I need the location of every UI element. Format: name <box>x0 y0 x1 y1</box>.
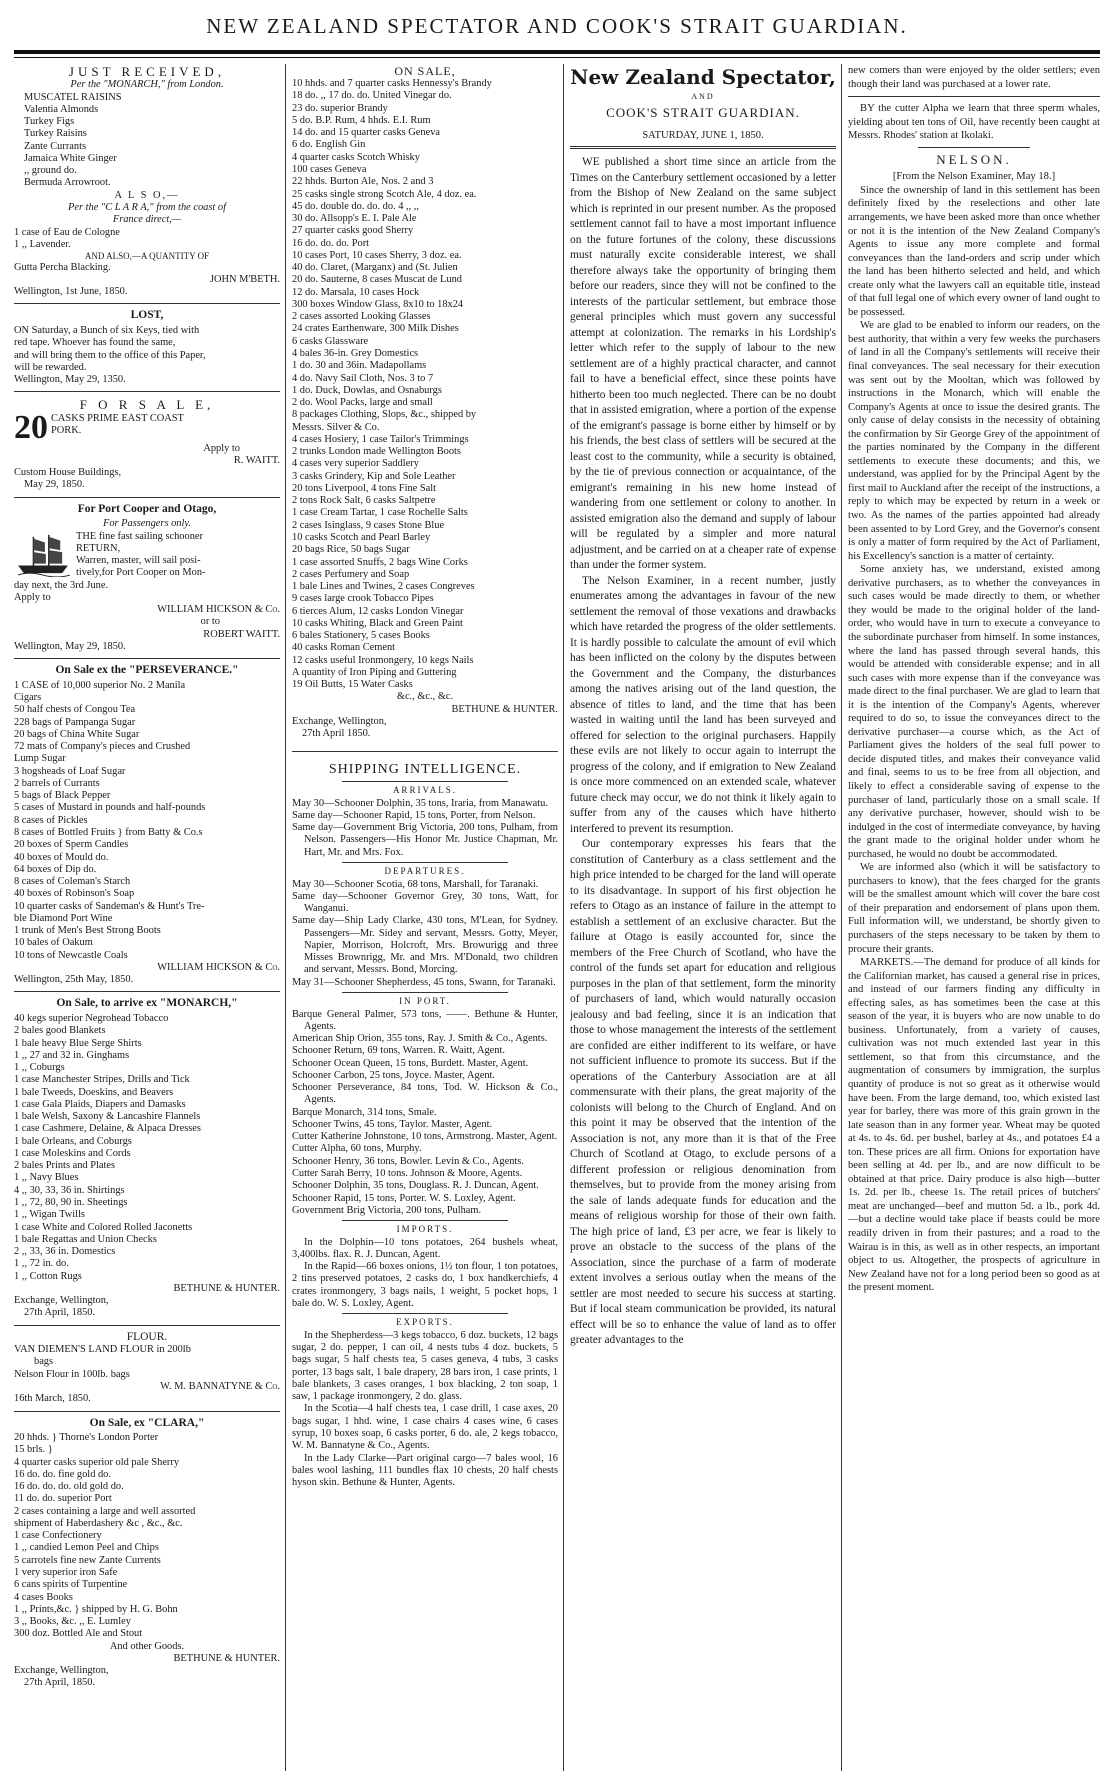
news-body <box>848 184 1100 1295</box>
ad-signature: WILLIAM HICKSON & Co. <box>157 961 280 973</box>
list-item: 10 casks Scotch and Pearl Barley <box>292 531 431 543</box>
list-item: 4 ,, 30, 33, 36 in. Shirtings <box>14 1184 125 1196</box>
list-item: 15 brls. } <box>14 1444 53 1456</box>
editorial-masthead-subtitle: COOK'S STRAIT GUARDIAN. <box>606 105 800 121</box>
ad-on-sale <box>292 64 558 741</box>
list-item: 22 hhds. Burton Ale, Nos. 2 and 3 <box>292 176 434 188</box>
list-item: 64 boxes of Dip do. <box>14 863 97 875</box>
ad-item-list <box>14 1432 280 1641</box>
shipping-entry: Government Brig Victoria, 200 tons, Pulham. <box>292 1204 482 1216</box>
list-item: 2 trunks London made Wellington Boots <box>292 446 461 458</box>
rule <box>342 1220 508 1221</box>
ad-text: bags <box>34 1356 54 1368</box>
list-item: 16 do. do. do. old gold do. <box>14 1481 124 1493</box>
list-item: 2 cases Perfumery and Soap <box>292 568 410 580</box>
list-item: 20 tons Liverpool, 4 tons Fine Salt <box>292 482 437 494</box>
list-item: 2 bales good Blankets <box>14 1025 106 1037</box>
ad-text: or to <box>200 616 220 628</box>
editorial-paragraph: WE published a short time since an article from the Times on the Canterbury settlement occasioned by a letter from the Bishop of New Zealand on the same subject which is reprinted in our present number. As the proposed settlement cannot fail to have a most important influence on the future fortunes of the colony, these discussions must naturally excite considerable interest, we shall therefore always take the opportunity of bringing them before our readers, since they will not be confined to the interests of the particular settlement, but embrace those general principles which must govern any successful attempt at colonization. The remarks in his Lordship's letter which refer to the supply of labour to the new settlement are of a highly practical character, and cannot fail to have a beneficial effect, since these points have hitherto been too much neglected. There can be no doubt that in assisted emigration, where a portion of the expense of the emigrant's passage is borne either by himself or by his friends, the best class of settlers will be secured at the least cost to the community, while a security is obtained, by the tie of previous connection or acquaintance, of the emigrant's remaining in his new home instead of wandering from one settlement or colony to another. In assisted emigration also the demand and supply of labour will be regulated by a simpler and more natural adjustment, and be carried on at a cheaper rate of expense than under the former system. <box>570 156 836 571</box>
shipping-entry: May 30—Schooner Dolphin, 35 tons, Iraria, from Manawatu. <box>292 797 548 809</box>
list-item: 1 bale Welsh, Saxony & Lancashire Flannels <box>14 1111 201 1123</box>
list-item: 2 cases Isinglass, 9 cases Stone Blue <box>292 519 445 531</box>
list-item: 300 boxes Window Glass, 8x10 to 18x24 <box>292 298 464 310</box>
shipping-entry: Schooner Twins, 45 tons, Taylor. Master, Agent. <box>292 1118 493 1130</box>
subsection-title: DEPARTURES. <box>384 865 466 876</box>
shipping-entry: May 30—Schooner Scotia, 68 tons, Marshall, for Taranaki. <box>292 878 539 890</box>
rule <box>848 96 1100 97</box>
list-item: 25 casks single strong Scotch Ale, 4 doz. ea. <box>292 188 477 200</box>
column-divider <box>841 64 842 1771</box>
list-item: 1 ,, candied Lemon Peel and Chips <box>14 1542 159 1554</box>
ad-separator <box>14 991 280 992</box>
column-advertisements-1 <box>14 64 280 1771</box>
shipping-entry: Schooner Carbon, 25 tons, Joyce. Master, Agent. <box>292 1069 496 1081</box>
list-item: 10 cases Port, 10 cases Sherry, 3 doz. ea. <box>292 249 462 261</box>
news-paragraph: BY the cutter Alpha we learn that three sperm whales, yielding about ten tons of Oil, have recently been caught at Messrs. Rhodes' station at Ikolaki. <box>848 103 1100 142</box>
list-item: 24 crates Earthenware, 300 Milk Dishes <box>292 323 459 335</box>
news-paragraph: MARKETS.—The demand for produce of all kinds for the Californian market, has caused a general rise in prices, and instead of our farmers finding any difficulty in effecting sales, as has sometimes been the case at this season of the year, it is buyers who are now unable to do business. Unfortunately, from a variety of causes, cultivation was not much extended last year in this settlement, so that from this circumstance, and the augmentation of consumers by immigration, the surplus quantity of produce is not so great as it otherwise would have been. From the large demand, too, which existed last year for barley, there was more of this grain grown in the late season than in any former year. Wheat may be quoted at 4s. to 4s. 6d. per bushel, barley at 4s., and potatoes £4 a ton. These prices are all firm. Onions for exportation have been selling at 4d. per lb., and are now difficult to be obtained at that price. Dairy produce is also high—butter 1s. 2d. per lb., cheese 1s. The retail prices of butchers' meat are unchanged—beef and mutton 5d. a lb., pork 4d.—but a decline would take place if beasts could be more readily driven in from their pastures; and a road to the Wairau is in this, as well as in other respects, an important object to us. Altogether, the prospects of agriculture in New Zealand have not for a long period been so good as at the present moment. <box>848 957 1100 1294</box>
list-item: 1 bale Orleans, and Coburgs <box>14 1135 132 1147</box>
list-item: 40 kegs superior Negrohead Tobacco <box>14 1012 169 1024</box>
list-item: 1 CASE of 10,000 superior No. 2 Manila <box>14 679 186 691</box>
list-item: 1 ,, Wigan Twills <box>14 1209 85 1221</box>
departures-list <box>292 879 558 989</box>
list-item: 1 bale Tweeds, Doeskins, and Beavers <box>14 1086 174 1098</box>
list-item: 72 mats of Company's pieces and Crushed <box>14 741 191 753</box>
ad-date: Wellington, 1st June, 1850. <box>14 286 128 298</box>
shipping-entry: Schooner Return, 69 tons, Warren. R. Waitt, Agent. <box>292 1045 505 1057</box>
list-item: MUSCATEL RAISINS <box>24 91 122 103</box>
ad-date: 27th April 1850. <box>302 728 371 740</box>
list-item: 16 do. do. do. Port <box>292 237 370 249</box>
shipping-entry: Same day—Ship Lady Clarke, 430 tons, M'Lean, for Sydney. Passengers—Mr. Sidey and servant, Messrs. Gotty, Meyer, Napier, Morrison, Holcroft, Mrs. Browurigg and three Misses Brownrigg, Mr. and Mrs. M'Donald, two children and servant, Messrs. Bond, Morcing. <box>292 915 558 976</box>
list-item: 4 quarter casks superior old pale Sherry <box>14 1456 180 1468</box>
list-item: 1 do. Duck, Dowlas, and Osnaburgs <box>292 384 442 396</box>
list-item: 40 boxes of Mould do. <box>14 851 109 863</box>
ad-title: ON SALE, <box>394 64 456 78</box>
column-advertisements-2 <box>292 64 558 1771</box>
list-item: 1 case Cashmere, Delaine, & Alpaca Dresses <box>14 1123 201 1135</box>
list-item: 2 barrels of Currants <box>14 777 100 789</box>
ad-separator <box>14 303 280 304</box>
list-item: Valentia Almonds <box>24 103 99 115</box>
in-port-list <box>292 1009 558 1218</box>
ad-title: JUST RECEIVED, <box>68 64 226 79</box>
news-paragraph: Some anxiety has, we understand, existed among derivative purchasers, as to whether the conveyances in such cases would be made directly to them, or whether they would be made to the original holder of the land-order, who would have in turn to execute a conveyance to the subordinate purchaser from himself. In some instances, where the land has passed through several hands, this would be attended with considerable expense; and in all such cases with more expense than if the conveyance was made direct to the final purchaser. We are glad to learn that it is the intention of the Company's Agents, wherever required to do so, to issue the conveyances direct to the derivative purchaser—a course which, as the Act of Parliament gives the holders of the seal full power to decide disputed titles, and makes their conveyance valid and final, seems to us to be free from all objection, and likely to effect a considerable saving of expense to the purchaser of land, particularly those on a small scale. If any derivative purchaser, however, should wish to be indulged in the cost of intermediate conveyance, by having the grant made to the original holder under whom he purchased, he would no doubt be accommodated. <box>848 564 1100 860</box>
shipping-entry: Cutter Katherine Johnstone, 10 tons, Armstrong. Master, Agent. <box>292 1131 558 1143</box>
ad-title: F O R S A L E, <box>79 397 215 413</box>
ad-text: Exchange, Wellington, <box>292 715 387 727</box>
ad-signature: BETHUNE & HUNTER. <box>173 1652 280 1664</box>
ad-text: VAN DIEMEN'S LAND FLOUR in 200lb <box>14 1344 191 1356</box>
list-item: 23 do. superior Brandy <box>292 102 388 114</box>
list-item: 300 doz. Bottled Ale and Stout <box>14 1628 143 1640</box>
ad-date: Wellington, May 29, 1350. <box>14 374 126 386</box>
cargo-entry: In the Lady Clarke—Part original cargo—7 bales wool, 16 bales wool lashing, 111 bundles flax 10 chests, 20 half chests hyson skin. Bethune & Hunter, Agents. <box>292 1452 558 1489</box>
list-item: 2 tons Rock Salt, 6 casks Saltpetre <box>292 495 436 507</box>
ad-clara <box>14 1417 280 1690</box>
list-item: 5 cases of Mustard in pounds and half-pounds <box>14 802 206 814</box>
list-item: 5 carrotels fine new Zante Currents <box>14 1554 161 1566</box>
ad-text: Nelson Flour in 100lb. bags <box>14 1368 130 1380</box>
exports-list <box>292 1330 558 1489</box>
list-item: 4 cases Books <box>14 1591 73 1603</box>
list-item: 4 quarter casks Scotch Whisky <box>292 151 420 163</box>
list-item: 10 tons of Newcastle Coals <box>14 949 128 961</box>
shipping-intelligence <box>292 762 558 1490</box>
list-item: Turkey Raisins <box>24 128 87 140</box>
list-item: Bermuda Arrowroot. <box>24 177 111 189</box>
list-item: 3 casks Grindery, Kip and Sole Leather <box>292 470 456 482</box>
section-separator <box>292 751 558 752</box>
column-divider <box>563 64 564 1771</box>
list-item: 1 case Manchester Stripes, Drills and Tick <box>14 1074 190 1086</box>
ad-date: 27th April, 1850. <box>24 1307 96 1319</box>
ad-item-list <box>14 680 280 962</box>
ad-text: CASKS PRIME EAST COAST <box>51 412 184 424</box>
list-item: 10 hhds. and 7 quarter casks Hennessy's Brandy <box>292 78 492 90</box>
source-line: [From the Nelson Examiner, May 18.] <box>892 171 1056 183</box>
ad-date: Wellington, May 29, 1850. <box>14 640 126 652</box>
ad-signature: ROBERT WAITT. <box>203 628 280 640</box>
list-item: 10 casks Whiting, Black and Green Paint <box>292 617 463 629</box>
cargo-entry: In the Scotia—4 half chests tea, 1 case drill, 1 case axes, 20 bags sugar, 1 hhd. wine, 1 case chairs 4 cases wine, 6 cases syrup, 10 boxes soap, 6 casks porter, 6 do. ale, 2 kegs tobacco, W. M. Bannatyne & Co., Agents. <box>292 1403 558 1452</box>
news-paragraph: new comers than were enjoyed by the older settlers; even though their land was purchased at a lower rate. <box>848 65 1100 90</box>
ad-date: 27th April, 1850. <box>24 1677 96 1689</box>
list-item: 14 do. and 15 quarter casks Geneva <box>292 127 441 139</box>
list-item: 8 cases of Pickles <box>14 814 88 826</box>
ad-line: will be rewarded. <box>14 361 87 373</box>
list-item: ,, ground do. <box>24 165 77 177</box>
ad-text: Custom House Buildings, <box>14 467 122 479</box>
section-title: SHIPPING INTELLIGENCE. <box>328 761 522 777</box>
shipping-entry: Same day—Government Brig Victoria, 200 tons, Pulham, from Nelson. Passengers—His Honor Mr. Justice Chapman, Mr. Hart, Mr. and Mrs. Fox. <box>292 822 558 858</box>
list-item: 6 bales Stationery, 5 cases Books <box>292 630 430 642</box>
rule <box>918 147 1030 148</box>
ad-text: A L S O,— <box>114 189 180 201</box>
list-item: Jamaica White Ginger <box>24 152 117 164</box>
cargo-entry: In the Dolphin—10 tons potatoes, 264 bushels wheat, 3,400lbs. flax. R. J. Duncan, Agent. <box>292 1236 558 1260</box>
list-item: 19 Oil Butts, 15 Water Casks <box>292 679 413 691</box>
ad-signature: BETHUNE & HUNTER. <box>173 1282 280 1294</box>
ad-line: Apply to <box>14 591 51 603</box>
ad-text: Apply to <box>203 442 240 454</box>
list-item: 6 do. English Gin <box>292 139 366 151</box>
ad-port-cooper <box>14 503 280 653</box>
shipping-entry: Barque General Palmer, 573 tons, ——. Bethune & Hunter, Agents. <box>292 1008 558 1032</box>
list-item: 1 case of Eau de Cologne <box>14 226 120 238</box>
ad-signature: WILLIAM HICKSON & Co. <box>157 604 280 616</box>
list-item: 20 bags of China White Sugar <box>14 728 140 740</box>
list-item: 11 do. do. superior Port <box>14 1493 112 1505</box>
list-item: 20 do. Sauterne, 8 cases Muscat de Lund <box>292 274 462 286</box>
list-item: 20 bags Rice, 50 bags Sugar <box>292 544 410 556</box>
ad-signature: R. WAITT. <box>233 454 280 466</box>
ad-signature: BETHUNE & HUNTER. <box>451 703 558 715</box>
ad-separator <box>14 1411 280 1412</box>
list-item: 1 bale Lines and Twines, 2 cases Congreves <box>292 581 475 593</box>
list-item: 1 ,, Cotton Rugs <box>14 1270 82 1282</box>
list-item: shipment of Haberdashery &c , &c., &c. <box>14 1517 183 1529</box>
list-item: 1 ,, 27 and 32 in. Ginghams <box>14 1049 130 1061</box>
shipping-entry: American Ship Orion, 355 tons, Ray. J. Smith & Co., Agents. <box>292 1033 548 1045</box>
ad-title: LOST, <box>130 309 164 322</box>
shipping-entry: Schooner Perseverance, 84 tons, Tod. W. Hickson & Co., Agents. <box>292 1082 558 1106</box>
shipping-entry: May 31—Schooner Shepherdess, 45 tons, Swann, for Taranaki. <box>292 976 556 988</box>
list-item: 4 cases very superior Saddlery <box>292 458 419 470</box>
cargo-entry: In the Rapid—66 boxes onions, 1½ ton flour, 1 ton potatoes, 2 tins preserved potatoes, 2 casks do, 1 box handkerchiefs, 4 crates ironmongery, 3 bags nails, 1 weight, 5 pocket hops, 1 bale do. W. S. Loxley, Agent. <box>292 1261 558 1310</box>
ad-title: FLOUR. <box>126 1330 168 1343</box>
shipping-entry: Schooner Ocean Queen, 15 tons, Burdett. Master, Agent. <box>292 1057 529 1069</box>
list-item: 30 do. Allsopp's E. I. Pale Ale <box>292 213 417 225</box>
column-news <box>848 64 1100 1771</box>
ad-separator <box>14 658 280 659</box>
ad-text: Exchange, Wellington, <box>14 1295 109 1307</box>
editorial-masthead: New Zealand Spectator, <box>570 65 836 89</box>
ad-text: AND ALSO,—A QUANTITY OF <box>84 251 210 262</box>
masthead-title: NEW ZEALAND SPECTATOR AND COOK'S STRAIT GUARDIAN. <box>206 14 908 38</box>
ad-signature: JOHN M'BETH. <box>210 273 280 285</box>
list-item: Turkey Figs <box>24 116 75 128</box>
list-item: 1 ,, Coburgs <box>14 1062 65 1074</box>
column-editorial <box>570 64 836 1771</box>
ad-date: 16th March, 1850. <box>14 1393 91 1405</box>
editorial-paragraph: The Nelson Examiner, in a recent number, justly enumerates among the advantages in favour of the new settlement the removal of those vexations and drawbacks which have retarded the progress of the older settlements. It is hardly possible to calculate the amount of evil which has been inflicted on the colony by the disputes between the Government and the Company, the disturbances among the natives arising out of the land question, the absence of titles to land, and the time that has been wasted in waiting until the land has been surveyed and offered for selection to the original purchasers. Happily these evils are not likely to occur again to interrupt the progress of the colony, and if emigration to New Zealand is once more commenced on an extended scale, whatever future check may occur, we do not think it likely again to suffer from any of the causes which have hitherto interfered to prevent its resumption. <box>570 574 836 835</box>
ad-line: Warren, master, will sail posi- <box>76 555 201 567</box>
list-item: A quantity of Iron Piping and Guttering <box>292 666 457 678</box>
masthead-rule-thin <box>14 57 1100 58</box>
cargo-entry: In the Shepherdess—3 kegs tobacco, 6 doz. buckets, 12 bags sugar, 2 do. pepper, 1 can oil, 4 nests tubs 4 doz. buckets, 5 bags sugar, 5 half chests tea, 5 cases geneva, 4 tubs, 3 casks porter, 13 bags salt, 1 bale drapery, 28 bars iron, 1 case prints, 1 bale blankets, 3 cases oranges, 1 box blacking, 2 ton soap, 1 saw, 1 package ironmongery, 2 do. glass. <box>292 1329 558 1403</box>
list-item: 10 quarter casks of Sandeman's & Hunt's Tre- <box>14 900 205 912</box>
list-item: 1 case Moleskins and Cords <box>14 1147 131 1159</box>
rule <box>570 146 836 149</box>
list-item: 12 casks useful Ironmongery, 10 kegs Nails <box>292 654 474 666</box>
list-item: 6 cans spirits of Turpentine <box>14 1579 128 1591</box>
ad-line: day next, the 3rd June. <box>14 579 109 591</box>
list-item: 1 trunk of Men's Best Strong Boots <box>14 925 161 937</box>
ad-line: tively,for Port Cooper on Mon- <box>76 567 206 579</box>
news-paragraph: We are glad to be enabled to inform our readers, on the best authority, that within a very few weeks the purchasers of land in all the Company's settlements will receive their final conveyances. The seal necessary for their execution was sent out by the Mooltan, which was followed by instructions in the Monarch, which will enable the Company's Agents at once to issue the desired grants. The only cause of delay consists in the necessity of obtaining the confirmation by Sir George Grey of the appointment of the parties nominated by the Company in the different settlements to execute these documents; and this, we understand, was applied for by the Principal Agent by the first mail to Auckland after the receipt of the instructions, a reply to which may be expected by return in a week or two. As the names of the parties appointed had already been assented to by Lord Grey, and the Governor's consent is only a matter of form required by the Act of Parliament, his Excellency's sanction is a matter of certainty. <box>848 320 1100 562</box>
ad-separator <box>14 497 280 498</box>
list-item: 16 do. do. fine gold do. <box>14 1468 111 1480</box>
list-item: 8 cases of Coleman's Starch <box>14 876 131 888</box>
subsection-title: IMPORTS. <box>396 1224 454 1235</box>
list-item: 1 ,, Navy Blues <box>14 1172 79 1184</box>
ad-separator <box>14 391 280 392</box>
list-item: 9 cases large crook Tobacco Pipes <box>292 593 434 605</box>
subsection-title: IN PORT. <box>399 995 451 1006</box>
list-item: 4 cases Hosiery, 1 case Tailor's Trimmings <box>292 433 469 445</box>
shipping-entry: Barque Monarch, 314 tons, Smale. <box>292 1106 437 1118</box>
rule <box>342 862 508 863</box>
ad-just-received <box>14 64 280 298</box>
list-item: 12 do. Marsala, 10 cases Hock <box>292 286 420 298</box>
list-item: 2 do. Wool Packs, large and small <box>292 397 433 409</box>
list-item: 1 ,, 72, 80, 90 in. Sheetings <box>14 1196 128 1208</box>
list-item: 1 do. 30 and 36in. Madapollams <box>292 360 427 372</box>
editorial-masthead-and: AND <box>691 92 715 102</box>
list-item: 100 cases Geneva <box>292 164 367 176</box>
ad-line: and will bring them to the office of this Paper, <box>14 349 206 361</box>
shipping-entry: Schooner Rapid, 15 tons, Porter. W. S. Loxley, Agent. <box>292 1192 516 1204</box>
list-item: 2 cases containing a large and well assorted <box>14 1505 196 1517</box>
list-item: 5 bags of Black Pepper <box>14 790 111 802</box>
ad-perseverance <box>14 664 280 986</box>
editorial-date: SATURDAY, JUNE 1, 1850. <box>642 129 764 141</box>
subsection-title: ARRIVALS. <box>392 785 458 796</box>
list-item: 6 tierces Alum, 12 casks London Vinegar <box>292 605 464 617</box>
rule <box>342 992 508 993</box>
ad-monarch <box>14 997 280 1319</box>
shipping-entry: Schooner Dolphin, 35 tons, Douglass. R. J. Duncan, Agent. <box>292 1180 539 1192</box>
list-item: 40 casks Roman Cement <box>292 642 396 654</box>
list-item: 8 packages Clothing, Slops, &c., shipped by <box>292 409 477 421</box>
list-item: 1 case Cream Tartar, 1 case Rochelle Salts <box>292 507 468 519</box>
list-item: 1 ,, Prints,&c. } shipped by H. G. Bohn <box>14 1603 178 1615</box>
ad-line: THE fine fast sailing schooner <box>76 530 203 542</box>
ad-title: On Sale, ex "CLARA," <box>89 1416 205 1429</box>
ad-item-list <box>14 92 280 190</box>
news-paragraph: We are informed also (which it will be satisfactory to purchasers to know), that the fees charged for the grants will be the smallest amount which will cover the bare cost of their preparation and endorsement of plans upon them. Full information will, we understand, be shortly given to purchasers of the steps necessary to be taken by them to procure their grants. <box>848 862 1100 955</box>
ship-icon <box>14 531 72 577</box>
list-item: 1 ,, 72 in. do. <box>14 1258 69 1270</box>
ad-date: Wellington, 25th May, 1850. <box>14 974 134 986</box>
ad-item-list <box>14 227 280 252</box>
list-item: 1 bale heavy Blue Serge Shirts <box>14 1037 142 1049</box>
ad-text: PORK. <box>51 424 82 436</box>
ad-body <box>14 325 280 374</box>
ad-subtitle: For Passengers only. <box>102 518 192 530</box>
ad-item-list <box>14 1013 280 1283</box>
list-item: Cigars <box>14 692 42 704</box>
rule <box>342 1313 508 1314</box>
ad-line: RETURN, <box>76 542 121 554</box>
list-item: 1 case Confectionery <box>14 1530 102 1542</box>
list-item: 2 bales Prints and Plates <box>14 1160 116 1172</box>
news-paragraph: Since the ownership of land in this settlement has been definitely fixed by the reselections and other late arrangements, we have been asked more than once whether or not it is the intention of the New Zealand Company's Agents to issue any more complete and formal conveyances than the land-orders and scrip under which the land has been hitherto selected and held, and which create only what the lawyers call an equitable title, instead of that full legal one of which every owner of land ought to be possessed. <box>848 184 1100 318</box>
shipping-entry: Schooner Henry, 36 tons, Bowler. Levin & Co., Agents. <box>292 1155 524 1167</box>
list-item: 4 do. Navy Sail Cloth, Nos. 3 to 7 <box>292 372 434 384</box>
list-item: 1 ,, Lavender. <box>14 238 71 250</box>
ad-item-list <box>292 78 558 691</box>
ad-title: On Sale, to arrive ex "MONARCH," <box>56 997 238 1010</box>
editorial-body <box>570 155 836 1349</box>
ad-signature: W. M. BANNATYNE & Co. <box>160 1380 280 1392</box>
shipping-entry: Cutter Alpha, 60 tons, Murphy. <box>292 1143 422 1155</box>
list-item: ble Diamond Port Wine <box>14 912 113 924</box>
list-item: 18 do. ,, 17 do. do. United Vinegar do. <box>292 90 452 102</box>
ad-text: And other Goods. <box>109 1640 185 1652</box>
list-item: 3 ,, Books, &c. ,, E. Lumley <box>14 1616 131 1628</box>
list-item: 20 boxes of Sperm Candles <box>14 839 129 851</box>
ad-date: May 29, 1850. <box>24 479 85 491</box>
imports-list <box>292 1237 558 1311</box>
list-item: 1 case Gala Plaids, Diapers and Damasks <box>14 1098 186 1110</box>
list-item: 1 bale Regattas and Union Checks <box>14 1233 157 1245</box>
list-item: 5 do. B.P. Rum, 4 hhds. E.I. Rum <box>292 114 431 126</box>
ad-quantity: 20 <box>14 412 48 443</box>
ad-for-sale-pork <box>14 397 280 491</box>
shipping-entry: Same day—Schooner Governor Grey, 30 tons, Watt, for Wanganui. <box>292 890 558 915</box>
list-item: 1 case White and Colored Rolled Jaconetts <box>14 1221 193 1233</box>
list-item: 10 bales of Oakum <box>14 937 93 949</box>
ad-lost <box>14 309 280 386</box>
ad-text: Gutta Percha Blacking. <box>14 261 111 273</box>
list-item: 50 half chests of Congou Tea <box>14 704 136 716</box>
ad-text: France direct,— <box>112 214 182 226</box>
list-item: 20 hhds. } Thorne's London Porter <box>14 1432 159 1444</box>
masthead-rule <box>14 50 1100 54</box>
list-item: 1 very superior iron Safe <box>14 1567 118 1578</box>
list-item: Lump Sugar <box>14 753 66 765</box>
column-divider <box>285 64 286 1771</box>
list-item: 45 do. double do. do. do. 4 ,, ,, <box>292 200 419 212</box>
list-item: 4 bales 36-in. Grey Domestics <box>292 348 419 359</box>
rule <box>342 781 508 782</box>
ad-title: On Sale ex the "PERSEVERANCE." <box>55 664 239 677</box>
ad-title: For Port Cooper and Otago, <box>77 502 217 515</box>
ad-text: &c., &c., &c. <box>396 691 454 703</box>
ad-text: Per the "C L A R A," from the coast of <box>68 201 226 213</box>
shipping-entry: Same day—Schooner Rapid, 15 tons, Porter, from Nelson. <box>292 809 536 821</box>
list-item: 228 bags of Pampanga Sugar <box>14 716 136 728</box>
editorial-paragraph: Our contemporary expresses his fears that the constitution of Canterbury as a class settlement and the high price intended to be charged for the land will operate to its disadvantage. In support of his first objection he refers to Otago as an instance of failure in the attempt to establish a settlement of an exclusive character. But the failure at Otago is easily accounted for, since the members of the Free Church of Scotland, who have the control of the funds set apart for education and religious purposes in the plan of that settlement, form the minority of purchasers of land, which would naturally occasion jealousy and bad feeling, since it is an indication that those to whose management the interests of the settlement are confided are either indifferent to its welfare, or have not sufficient influence to promote its success. But if the operations of the Canterbury Association are at all commensurate with their plans, the great majority of the colonists will belong to the Church of England. And on this point it may be observed that the intention of the Association is not, any more than it is that of the Free Church of Scotland at Otago, to exclude persons of a different profession or religious denomination from themselves, but to provide from the money arising from the sale of lands adequate funds for education and the means of religious worship for those of their own faith. The high price of land, £3 per acre, we fear is likely to prove an obstacle to the success of the plans of the Association, since the purchase of a farm of moderate extent involves a serious outlay when the means of the settler are most needed to secure his success at starting. But if local steam communication be provided, its natural effect will be so to enhance the value of land as to offer greater advantages to the <box>570 838 836 1346</box>
list-item: 2 cases assorted Looking Glasses <box>292 311 431 323</box>
list-item: 40 boxes of Robinson's Soap <box>14 888 135 900</box>
arrivals-list <box>292 798 558 859</box>
list-item: 27 quarter casks good Sherry <box>292 225 414 237</box>
list-item: Zante Currants <box>24 140 87 152</box>
subsection-title: EXPORTS. <box>396 1317 454 1328</box>
list-item: 40 do. Claret, (Marganx) and (St. Julien <box>292 262 458 274</box>
section-title: NELSON. <box>936 151 1012 167</box>
list-item: 6 casks Glassware <box>292 335 369 347</box>
list-item: Messrs. Silver & Co. <box>292 421 380 433</box>
ad-subtitle: Per the "MONARCH," from London. <box>70 79 224 91</box>
ad-text: Exchange, Wellington, <box>14 1665 109 1677</box>
list-item: 3 hogsheads of Loaf Sugar <box>14 765 126 777</box>
ad-line: red tape. Whoever has found the same, <box>14 337 176 349</box>
shipping-entry: Cutter Sarah Berry, 10 tons. Johnson & Moore, Agents. <box>292 1168 523 1180</box>
list-item: 8 cases of Bottled Fruits } from Batty & Co.s <box>14 826 203 838</box>
ad-separator <box>14 1325 280 1326</box>
ad-flour <box>14 1331 280 1406</box>
ad-line: ON Saturday, a Bunch of six Keys, tied with <box>14 325 200 337</box>
list-item: 2 ,, 33, 36 in. Domestics <box>14 1246 116 1258</box>
list-item: 1 case assorted Snuffs, 2 bags Wine Corks <box>292 556 468 568</box>
